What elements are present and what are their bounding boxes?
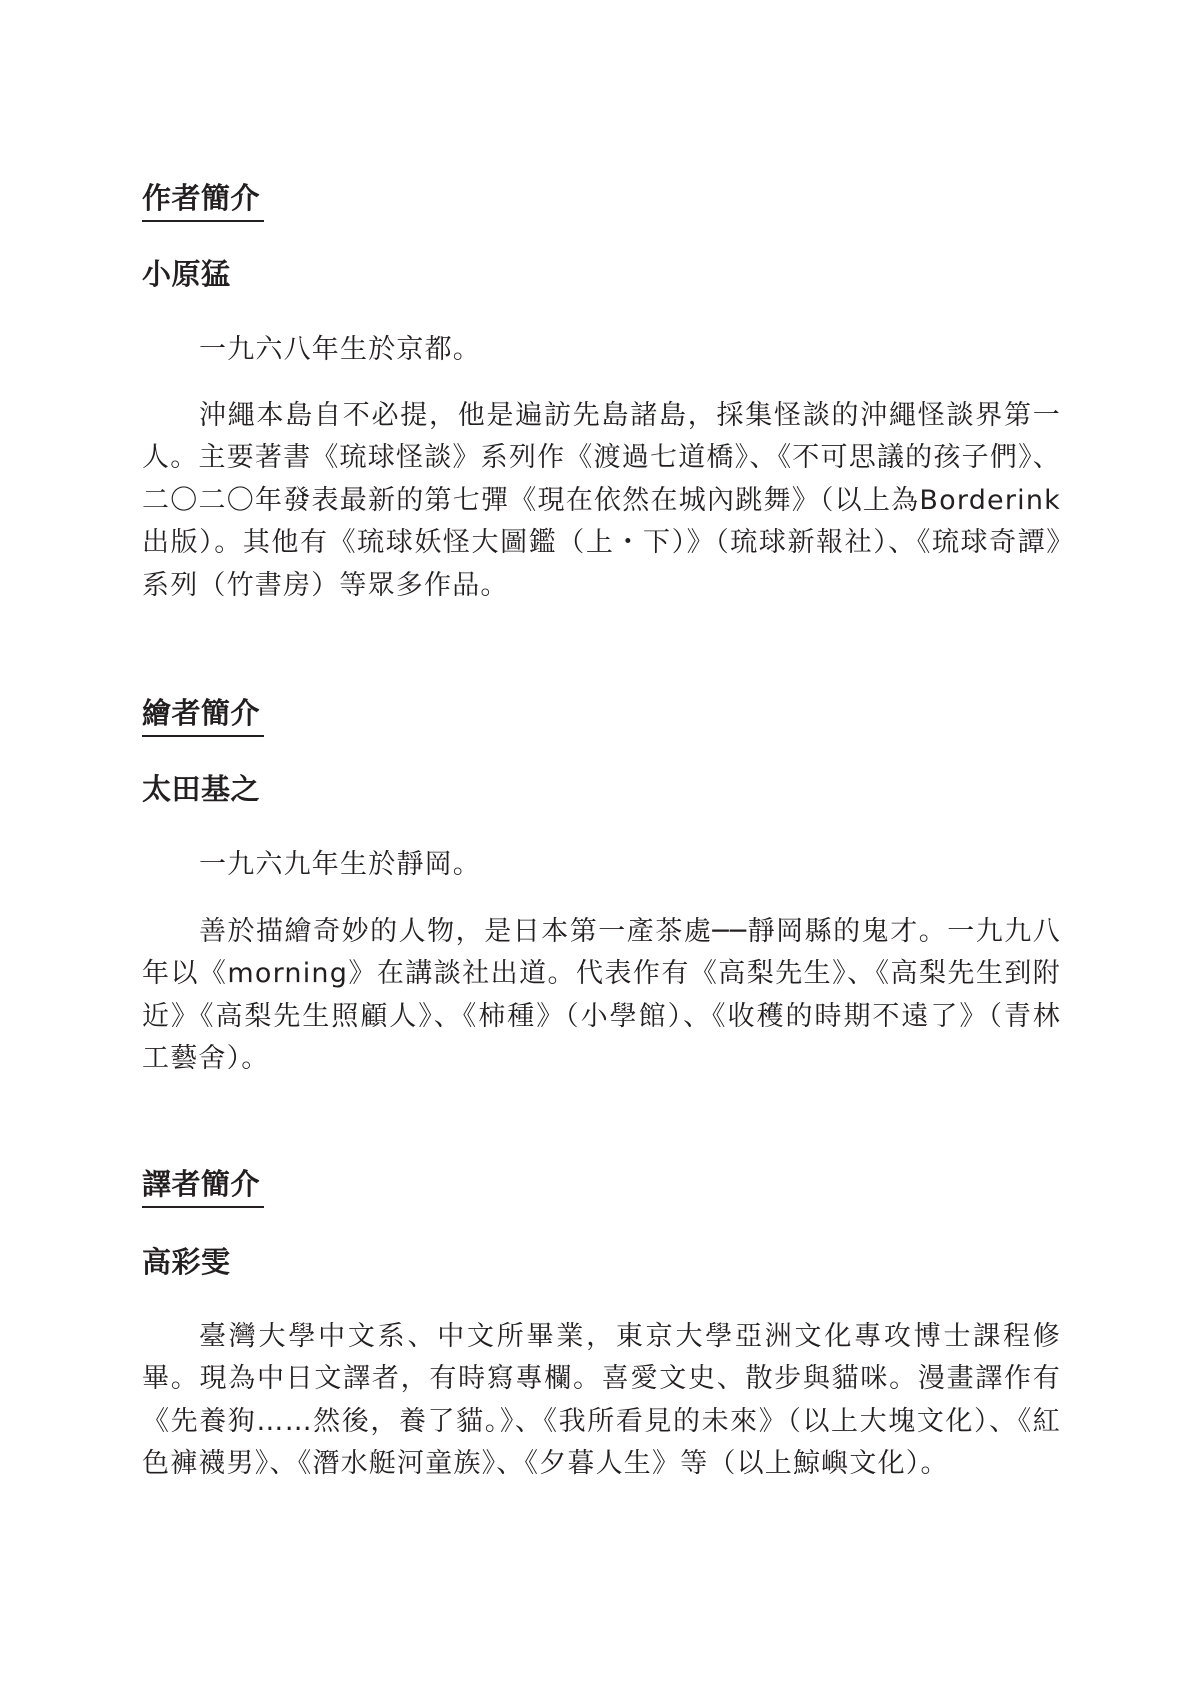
bio-paragraph: 沖繩本島自不必提，他是遍訪先島諸島，採集怪談的沖繩怪談界第一人。主要著書《琉球怪談》系列作《渡過七道橋》、《不可思議的孩子們》、二〇二〇年發表最新的第七彈《現在依然在城內跳舞》（以上為Borderink出版）。其他有《琉球妖怪大圖鑑（上・下）》（琉球新報社）、《琉球奇譚》系列（竹書房）等眾多作品。 — [142, 400, 1061, 601]
bio-paragraph: 一九六八年生於京都。 — [199, 334, 481, 365]
bio-paragraph: 一九六九年生於靜岡。 — [199, 849, 481, 880]
person-name: 太田基之 — [142, 772, 261, 806]
section-heading: 譯者簡介 — [142, 1164, 264, 1208]
bio-paragraph: 善於描繪奇妙的人物，是日本第一產茶處──靜岡縣的鬼才。一九九八年以《morning》在講談社出道。代表作有《高梨先生》、《高梨先生到附近》《高梨先生照顧人》、《柿種》（小學館）、《收穫的時期不遠了》（青林工藝舍）。 — [142, 916, 1061, 1075]
person-name: 高彩雯 — [142, 1245, 231, 1279]
section-heading: 作者簡介 — [142, 178, 264, 222]
bio-paragraph: 臺灣大學中文系、中文所畢業，東京大學亞洲文化專攻博士課程修畢。現為中日文譯者，有時寫專欄。喜愛文史、散步與貓咪。漫畫譯作有《先養狗……然後，養了貓。》、《我所看見的未來》（以上大塊文化）、《紅色褲襪男》、《潛水艇河童族》、《夕暮人生》等（以上鯨嶼文化）。 — [142, 1321, 1061, 1480]
person-name: 小原猛 — [142, 257, 231, 291]
section-heading: 繪者簡介 — [142, 693, 264, 737]
